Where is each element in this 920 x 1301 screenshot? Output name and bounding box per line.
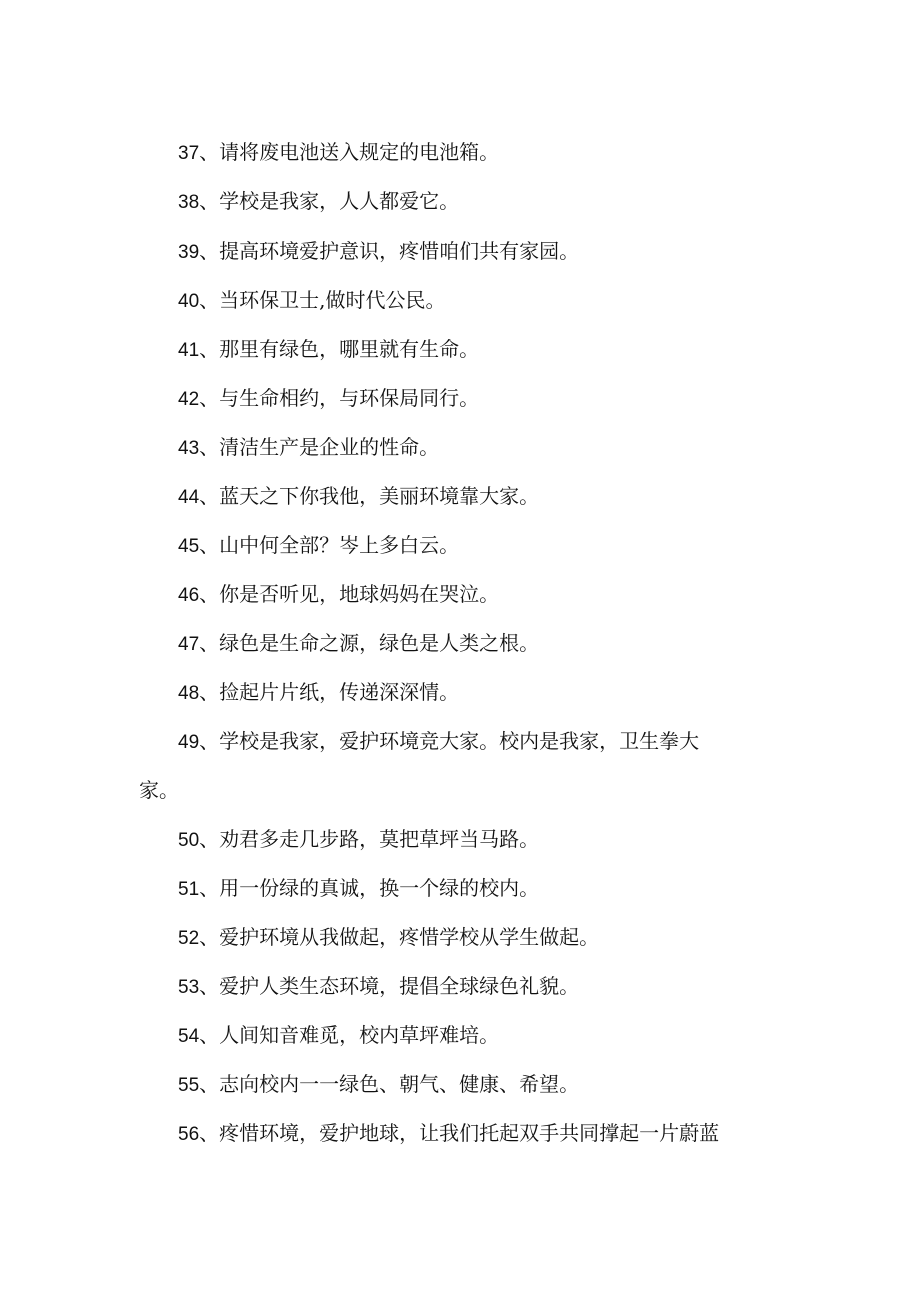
item-text-continued: 家。 (139, 778, 179, 802)
list-item (178, 925, 599, 951)
list-item (178, 729, 699, 755)
item-number: 41 (178, 340, 200, 361)
item-number: 56 (178, 1124, 200, 1145)
list-item-continuation (139, 778, 179, 802)
item-number: 47 (178, 634, 200, 655)
list-item (178, 1023, 499, 1049)
item-number: 51 (178, 879, 200, 900)
item-number: 52 (178, 928, 200, 949)
list-item (178, 827, 539, 853)
item-number: 46 (178, 585, 200, 606)
item-number: 55 (178, 1075, 200, 1096)
list-item (178, 631, 539, 657)
list-item (178, 140, 499, 166)
item-text: 、用一份绿的真诚，换一个绿的校内。 (199, 876, 540, 900)
item-text: 、人间知音难觅，校内草坪难培。 (199, 1023, 500, 1047)
item-text: 、与生命相约，与环保局同行。 (199, 386, 480, 410)
item-text: 、蓝天之下你我他，美丽环境靠大家。 (199, 484, 540, 508)
item-text: 、请将废电池送入规定的电池箱。 (199, 140, 500, 164)
list-item (178, 974, 579, 1000)
item-number: 43 (178, 438, 200, 459)
item-text: 、学校是我家，爱护环境竞大家。校内是我家，卫生拳大 (199, 729, 700, 753)
item-number: 49 (178, 732, 200, 753)
item-number: 45 (178, 536, 200, 557)
list-item (178, 239, 579, 265)
list-item (178, 189, 459, 215)
item-text: 、爱护人类生态环境，提倡全球绿色礼貌。 (199, 974, 580, 998)
list-item (178, 386, 479, 412)
item-number: 54 (178, 1026, 200, 1047)
item-number: 50 (178, 830, 200, 851)
item-number: 39 (178, 242, 200, 263)
list-item (178, 1072, 579, 1098)
item-text: 、那里有绿色，哪里就有生命。 (199, 337, 480, 361)
item-number: 42 (178, 389, 200, 410)
item-text: 、提高环境爱护意识，疼惜咱们共有家园。 (199, 239, 580, 263)
list-item (178, 435, 439, 461)
list-item (178, 288, 446, 314)
list-item (178, 1121, 719, 1147)
item-number: 38 (178, 192, 200, 213)
item-text: 、山中何全部？岑上多白云。 (199, 533, 460, 557)
list-item (178, 582, 499, 608)
item-number: 37 (178, 143, 200, 164)
item-text: 、志向校内一一绿色、朝气、健康、希望。 (199, 1072, 580, 1096)
item-text: 、你是否听见，地球妈妈在哭泣。 (199, 582, 500, 606)
item-text: 、学校是我家，人人都爱它。 (199, 189, 460, 213)
list-item (178, 876, 539, 902)
item-text: 、捡起片片纸，传递深深情。 (199, 680, 460, 704)
item-text: 、爱护环境从我做起，疼惜学校从学生做起。 (199, 925, 600, 949)
list-item (178, 533, 459, 559)
item-text: 、当环保卫士,做时代公民。 (199, 288, 446, 312)
list-item (178, 484, 539, 510)
item-number: 40 (178, 291, 200, 312)
item-text: 、清洁生产是企业的性命。 (199, 435, 440, 459)
item-text: 、疼惜环境，爱护地球，让我们托起双手共同撑起一片蔚蓝 (199, 1121, 720, 1145)
item-number: 44 (178, 487, 200, 508)
item-number: 53 (178, 977, 200, 998)
list-item (178, 680, 459, 706)
item-text: 、劝君多走几步路，莫把草坪当马路。 (199, 827, 540, 851)
item-number: 48 (178, 683, 200, 704)
item-text: 、绿色是生命之源，绿色是人类之根。 (199, 631, 540, 655)
list-item (178, 337, 479, 363)
